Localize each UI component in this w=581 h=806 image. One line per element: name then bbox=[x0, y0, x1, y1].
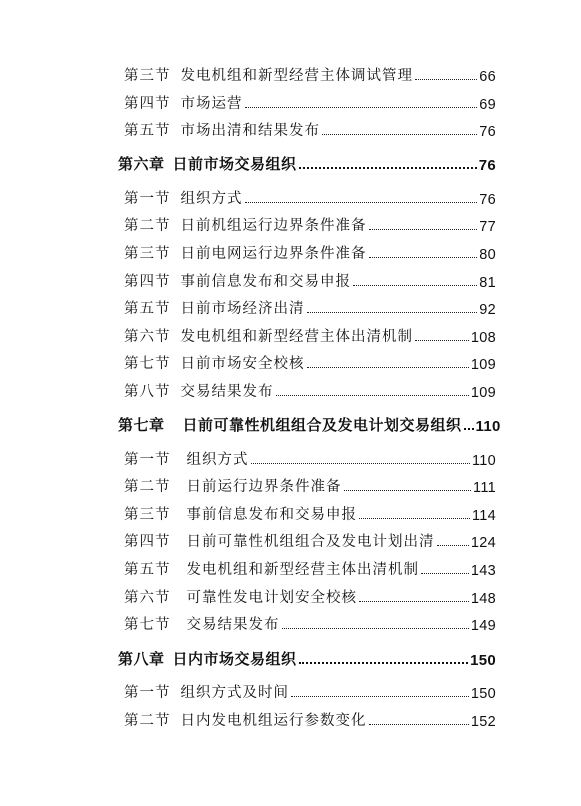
toc-entry-label bbox=[124, 503, 357, 524]
page-number: 92 bbox=[479, 302, 496, 318]
toc-entry-label bbox=[124, 681, 289, 702]
page-number: 148 bbox=[470, 591, 496, 607]
section-title: 可靠性发电计划安全校核 bbox=[186, 590, 357, 606]
toc-entry-label bbox=[124, 214, 367, 235]
toc-entry-label bbox=[124, 530, 435, 551]
section-number: 第五节 bbox=[124, 123, 171, 139]
toc-chapter-entry[interactable] bbox=[118, 152, 496, 174]
dot-leader bbox=[322, 134, 477, 135]
section-number: 第三节 bbox=[124, 507, 171, 523]
toc-entry[interactable] bbox=[124, 351, 496, 373]
section-title: 日前市场安全校核 bbox=[180, 356, 305, 372]
dot-leader bbox=[245, 202, 478, 203]
section-title: 组织方式 bbox=[180, 191, 243, 207]
page-number: 124 bbox=[470, 535, 496, 551]
section-title: 日前可靠性机组组合及发电计划出清 bbox=[186, 534, 435, 550]
dot-leader bbox=[464, 428, 474, 430]
section-title: 市场运营 bbox=[180, 96, 243, 112]
toc-entry[interactable] bbox=[124, 502, 496, 524]
toc-entry[interactable] bbox=[124, 585, 496, 607]
section-title: 交易结果发布 bbox=[186, 617, 280, 633]
chapter-title: 日内市场交易组织 bbox=[172, 650, 297, 668]
toc-entry[interactable] bbox=[124, 379, 496, 401]
page-number: 114 bbox=[471, 508, 496, 524]
dot-leader bbox=[307, 367, 469, 368]
toc-entry[interactable] bbox=[124, 63, 496, 85]
dot-leader bbox=[359, 518, 470, 519]
section-title: 发电机组和新型经营主体出清机制 bbox=[186, 562, 419, 578]
toc-entry[interactable] bbox=[124, 241, 496, 263]
toc-chapter-entry[interactable] bbox=[118, 413, 501, 435]
chapter-number: 第六章 bbox=[118, 155, 165, 173]
section-number: 第六节 bbox=[124, 329, 171, 345]
dot-leader bbox=[299, 662, 469, 664]
dot-leader bbox=[291, 696, 469, 697]
page-number: 110 bbox=[475, 418, 501, 435]
dot-leader bbox=[421, 573, 469, 574]
toc-entry-label bbox=[124, 586, 357, 607]
chapter-number: 第八章 bbox=[118, 650, 165, 668]
toc-entry-label bbox=[124, 270, 351, 291]
section-title: 日前运行边界条件准备 bbox=[186, 479, 342, 495]
section-title: 组织方式 bbox=[186, 452, 249, 468]
toc-entry-label bbox=[124, 64, 413, 85]
section-number: 第二节 bbox=[124, 218, 171, 234]
section-title: 发电机组和新型经营主体出清机制 bbox=[180, 329, 413, 345]
toc-entry[interactable] bbox=[124, 296, 496, 318]
page-number: 150 bbox=[470, 686, 496, 702]
toc-entry[interactable] bbox=[124, 529, 496, 551]
page-number: 76 bbox=[478, 157, 496, 174]
toc-entry-label bbox=[124, 325, 413, 346]
page-number: 152 bbox=[470, 714, 496, 730]
toc-entry-label bbox=[124, 613, 280, 634]
toc-entry-label bbox=[124, 475, 342, 496]
toc-entry-label bbox=[124, 558, 419, 579]
section-title: 组织方式及时间 bbox=[180, 685, 289, 701]
dot-leader bbox=[299, 167, 477, 169]
page-number: 69 bbox=[479, 97, 496, 113]
toc-entry[interactable] bbox=[124, 680, 496, 702]
section-number: 第一节 bbox=[124, 191, 171, 207]
toc-entry-label bbox=[124, 242, 367, 263]
toc-entry[interactable] bbox=[124, 118, 496, 140]
page-number: 109 bbox=[470, 357, 496, 373]
section-number: 第八节 bbox=[124, 384, 171, 400]
section-number: 第一节 bbox=[124, 685, 171, 701]
page-number: 80 bbox=[479, 247, 496, 263]
dot-leader bbox=[437, 545, 469, 546]
dot-leader bbox=[307, 312, 478, 313]
toc-entry-label bbox=[118, 414, 462, 435]
page-number: 110 bbox=[471, 453, 496, 469]
section-title: 日前电网运行边界条件准备 bbox=[180, 246, 367, 262]
page-number: 77 bbox=[479, 219, 496, 235]
section-number: 第三节 bbox=[124, 68, 171, 84]
toc-entry-label bbox=[124, 352, 305, 373]
dot-leader bbox=[369, 724, 469, 725]
toc-entry-label bbox=[124, 380, 274, 401]
chapter-number: 第七章 bbox=[118, 416, 165, 434]
toc-entry[interactable] bbox=[124, 612, 496, 634]
section-number: 第七节 bbox=[124, 617, 171, 633]
toc-entry[interactable] bbox=[124, 447, 496, 469]
section-number: 第五节 bbox=[124, 562, 171, 578]
section-number: 第二节 bbox=[124, 479, 171, 495]
section-number: 第七节 bbox=[124, 356, 171, 372]
section-number: 第六节 bbox=[124, 590, 171, 606]
page-number: 143 bbox=[470, 563, 496, 579]
dot-leader bbox=[245, 107, 478, 108]
section-number: 第五节 bbox=[124, 301, 171, 317]
section-title: 日前市场经济出清 bbox=[180, 301, 305, 317]
toc-entry-label bbox=[124, 92, 243, 113]
toc-entry[interactable] bbox=[124, 269, 496, 291]
section-title: 市场出清和结果发布 bbox=[180, 123, 320, 139]
page-number: 76 bbox=[479, 124, 496, 140]
section-number: 第四节 bbox=[124, 534, 171, 550]
toc-entry[interactable] bbox=[124, 324, 496, 346]
dot-leader bbox=[276, 395, 469, 396]
section-title: 事前信息发布和交易申报 bbox=[180, 274, 351, 290]
toc-entry[interactable] bbox=[124, 213, 496, 235]
toc-chapter-entry[interactable] bbox=[118, 647, 496, 669]
toc-entry-label bbox=[118, 648, 297, 669]
dot-leader bbox=[369, 229, 478, 230]
page-number: 66 bbox=[479, 69, 496, 85]
dot-leader bbox=[353, 285, 477, 286]
section-title: 日内发电机组运行参数变化 bbox=[180, 713, 367, 729]
page-number: 108 bbox=[470, 330, 496, 346]
section-number: 第一节 bbox=[124, 452, 171, 468]
page-number: 149 bbox=[470, 618, 496, 634]
page-number: 76 bbox=[479, 192, 496, 208]
dot-leader bbox=[415, 79, 477, 80]
section-number: 第四节 bbox=[124, 96, 171, 112]
section-title: 交易结果发布 bbox=[180, 384, 274, 400]
page-number: 150 bbox=[470, 652, 496, 669]
dot-leader bbox=[415, 340, 469, 341]
dot-leader bbox=[369, 257, 478, 258]
dot-leader bbox=[344, 490, 472, 491]
toc-entry-label bbox=[124, 119, 320, 140]
section-number: 第三节 bbox=[124, 246, 171, 262]
section-title: 事前信息发布和交易申报 bbox=[186, 507, 357, 523]
section-title: 日前机组运行边界条件准备 bbox=[180, 218, 367, 234]
section-number: 第四节 bbox=[124, 274, 171, 290]
section-number: 第二节 bbox=[124, 713, 171, 729]
dot-leader bbox=[282, 628, 469, 629]
chapter-title: 日前市场交易组织 bbox=[172, 155, 297, 173]
page-number: 111 bbox=[473, 480, 496, 496]
toc-entry-label bbox=[124, 448, 249, 469]
toc-entry-label bbox=[124, 709, 367, 730]
toc-entry[interactable] bbox=[124, 91, 496, 113]
toc-entry-label bbox=[124, 297, 305, 318]
chapter-title: 日前可靠性机组组合及发电计划交易组织 bbox=[182, 416, 462, 434]
toc-entry-label bbox=[118, 153, 297, 174]
toc-entry[interactable] bbox=[124, 557, 496, 579]
page-number: 81 bbox=[479, 275, 496, 291]
toc-entry-label bbox=[124, 187, 243, 208]
section-title: 发电机组和新型经营主体调试管理 bbox=[180, 68, 413, 84]
page-number: 109 bbox=[470, 385, 496, 401]
toc-entry[interactable] bbox=[124, 708, 496, 730]
dot-leader bbox=[359, 601, 469, 602]
dot-leader bbox=[251, 463, 470, 464]
toc-entry[interactable] bbox=[124, 186, 496, 208]
toc-entry[interactable] bbox=[124, 474, 496, 496]
